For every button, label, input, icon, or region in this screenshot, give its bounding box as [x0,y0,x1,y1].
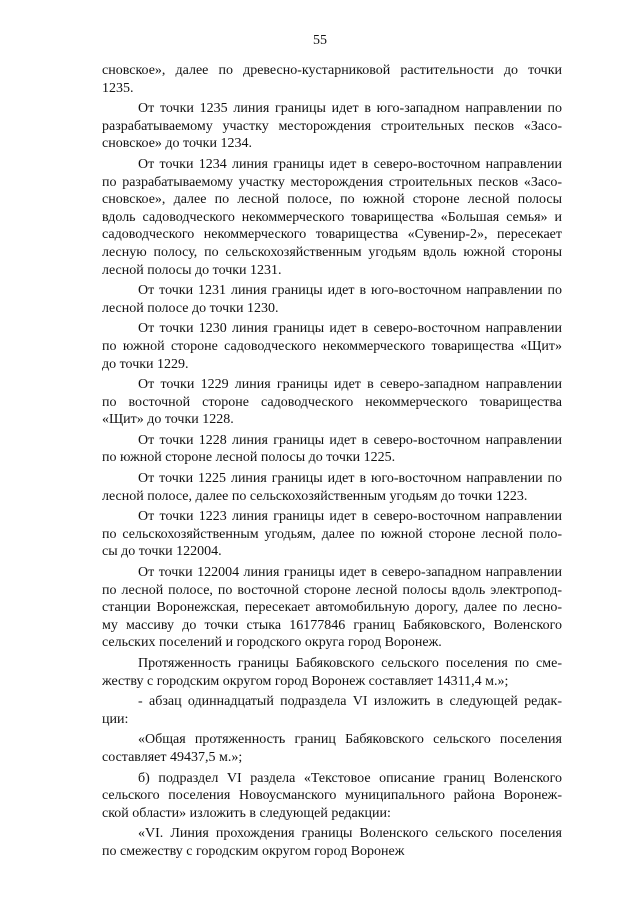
text-line: От точки 1235 линия границы идет в юго-западном направлении по [138,101,562,117]
text-line: жеству с городским округом город Воронеж составляет 14311,4 м.»; [102,673,509,689]
text-line: разрабатываемому участку месторождения строительных песков «Засо- [102,118,562,134]
paragraph [102,282,562,317]
text-line: 1235. [102,80,134,96]
text-line: по восточной стороне садоводческого некоммерческого товарищества [102,394,562,410]
text-line: «Общая протяженность границ Бабяковского сельского поселения [138,732,562,748]
paragraph [102,564,562,652]
text-line: От точки 1229 линия границы идет в северо-западном направлении [138,377,562,393]
document-body [102,62,562,864]
text-line: до точки 1229. [102,356,189,372]
text-line: сы до точки 122004. [102,544,222,560]
text-line: От точки 122004 линия границы идет в северо-западном направлении [138,565,562,581]
text-line: От точки 1228 линия границы идет в северо-восточном направлении [138,432,562,448]
text-line: по лесной полосе, по восточной стороне лесной полосы вдоль электропод- [102,582,562,598]
text-line: по смежеству с городским округом город Воронеж [102,843,405,859]
text-line: лесной полосе, далее по сельскохозяйственным угодьям до точки 1223. [102,488,528,504]
text-line: сельских поселений и городского округа город Воронеж. [102,635,442,651]
text-line: по разрабатываемому участку месторождения строительных песков «Засо- [102,174,562,190]
paragraph [102,100,562,153]
paragraph [102,62,562,97]
text-line: Протяженность границы Бабяковского сельского поселения по сме- [138,656,562,671]
text-line: по сельскохозяйственным угодьям, далее по южной стороне лесной поло- [102,526,562,542]
paragraph [102,470,562,505]
text-line: по южной стороне лесной полосы до точки 1225. [102,450,396,466]
text-line: сновское» до точки 1234. [102,136,252,152]
text-line: ции: [102,711,129,727]
text-line: по южной стороне садоводческого некоммерческого товарищества «Щит» [102,338,562,354]
text-line: вдоль садоводческого некоммерческого товарищества «Большая семья» и [102,209,562,225]
paragraph [102,508,562,561]
paragraph [102,825,562,860]
paragraph [102,693,562,728]
paragraph [102,731,562,766]
text-line: лесную полосу, по сельскохозяйственным угодьям вдоль южной стороны [102,244,562,260]
paragraph [102,376,562,429]
text-line: сновское», далее по лесной полосе, по южной стороне лесной полосы [102,192,562,208]
paragraph [102,770,562,823]
text-line: составляет 49437,5 м.»; [102,749,243,765]
text-line: му массиву до точки стыка 16177846 границ Бабяковского, Воленского [102,617,562,633]
text-line: лесной полосы до точки 1231. [102,262,282,278]
paragraph [102,432,562,467]
text-line: От точки 1234 линия границы идет в северо-восточном направлении [138,156,562,172]
paragraph [102,156,562,279]
text-line: От точки 1225 линия границы идет в юго-восточном направлении по [138,471,562,487]
text-line: «Щит» до точки 1228. [102,412,234,428]
paragraph [102,320,562,373]
text-line: ской области» изложить в следующей редакции: [102,805,391,821]
page-number: 55 [313,33,327,48]
text-line: От точки 1223 линия границы идет в северо-восточном направлении [138,509,562,525]
text-line: б) подраздел VI раздела «Текстовое описание границ Воленского [138,770,562,786]
text-line: садоводческого некоммерческого товарищества «Сувенир-2», пересекает [102,227,562,243]
text-line: «VI. Линия прохождения границы Воленского сельского поселения [138,826,562,842]
text-line: станции Воронежская, пересекает автомобильную дорогу, далее по лесно- [102,600,562,616]
text-line: сновское», далее по древесно-кустарниковой растительности до точки [102,63,562,78]
paragraph [102,655,562,690]
text-line: лесной полосе до точки 1230. [102,300,279,316]
text-line: - абзац одиннадцатый подраздела VI изложить в следующей редак- [138,694,562,710]
text-line: сельского поселения Новоусманского муниципального района Воронеж- [102,788,562,804]
text-line: От точки 1231 линия границы идет в юго-восточном направлении по [138,283,562,299]
text-line: От точки 1230 линия границы идет в северо-восточном направлении [138,321,562,337]
